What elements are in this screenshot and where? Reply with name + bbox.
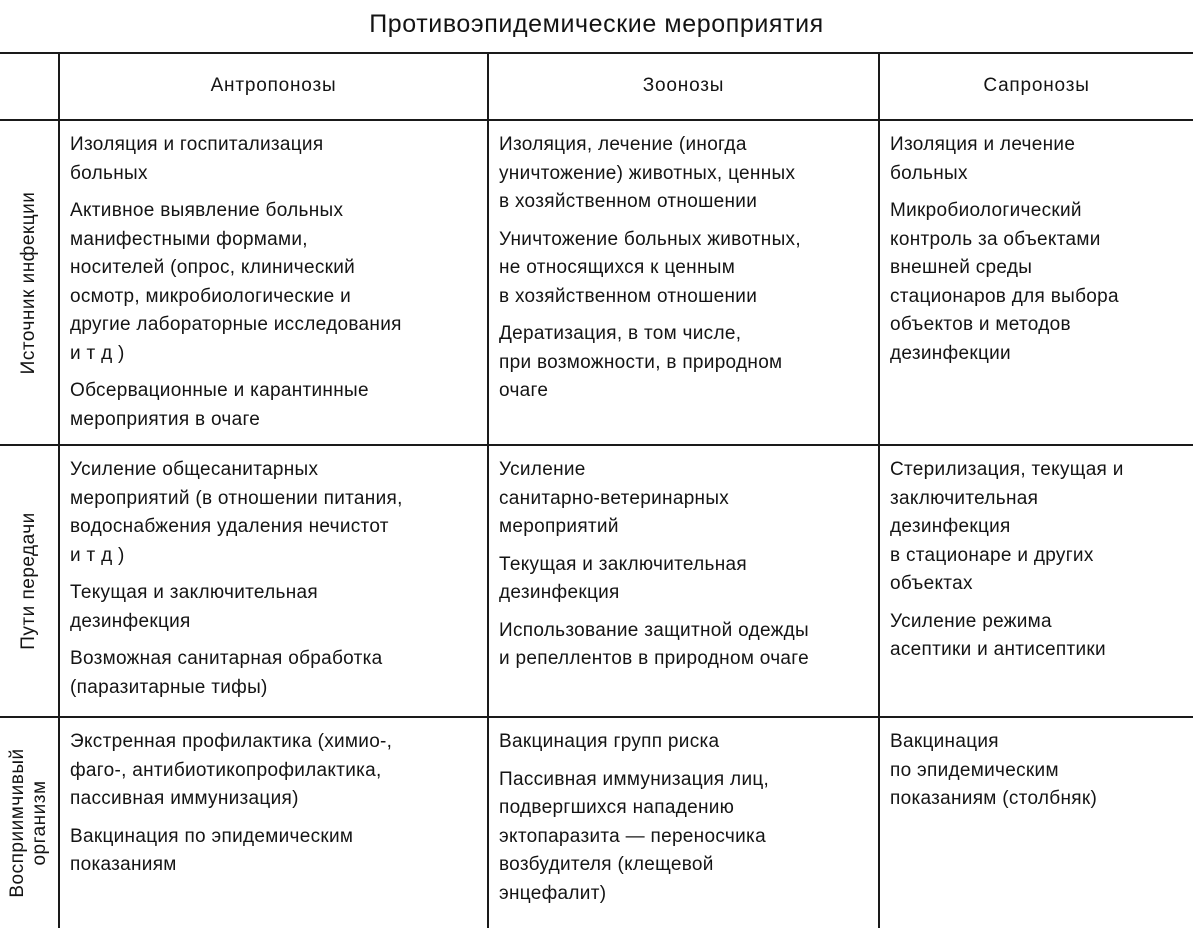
cell-item: Пассивная иммунизация лиц, подвергшихся нападению эктопаразита — переносчика возбудителя (клещевой энцефалит) [499, 768, 770, 904]
cell-transmission-sapronoses [880, 446, 1193, 716]
cell-transmission-zoonoses [489, 446, 878, 716]
cell-item: Стерилизация, текущая и заключительная дезинфекция в стационаре и других объектах [890, 459, 1124, 594]
cell-susceptible-anthroponoses [60, 718, 487, 928]
column-header-sapronoses: Сапронозы [983, 75, 1090, 96]
cell-item: Текущая и заключительная дезинфекция [70, 582, 318, 632]
cell-source-sapronoses [880, 121, 1193, 444]
cell-transmission-anthroponoses [60, 446, 487, 716]
cell-item: Экстренная профилактика (химио-, фаго-, антибиотикопрофилактика, пассивная иммунизация) [70, 731, 393, 809]
cell-item: Изоляция и лечение больных [890, 134, 1076, 184]
cell-item: Микробиологический контроль за объектами внешней среды стационаров для выбора объектов и методов дезинфекции [890, 200, 1119, 364]
cell-item: Вакцинация групп риска [499, 731, 720, 752]
cell-item: Усиление общесанитарных мероприятий (в отношении питания, водоснабжения удаления нечистот и т д ) [70, 459, 403, 566]
cell-susceptible-sapronoses [880, 718, 1193, 928]
row-label-susceptible-organism [0, 718, 58, 928]
cell-item: Усиление санитарно-ветеринарных мероприятий [499, 459, 730, 537]
cell-source-zoonoses [489, 121, 878, 444]
row-label-infection-source [0, 121, 58, 444]
row-label-text: Источник инфекции [18, 191, 39, 374]
cell-source-anthroponoses [60, 121, 487, 444]
measures-table [0, 52, 1193, 928]
cell-item: Активное выявление больных манифестными формами, носителей (опрос, клинический осмотр, микробиологические и другие лабораторные исследования и т д ) [70, 200, 402, 364]
cell-item: Усиление режима асептики и антисептики [890, 610, 1106, 660]
row-label-text: Восприимчивый организм [7, 748, 50, 898]
cell-item: Дератизация, в том числе, при возможности, в природном очаге [499, 323, 783, 401]
cell-item: Возможная санитарная обработка (паразитарные тифы) [70, 648, 383, 698]
cell-susceptible-zoonoses [489, 718, 878, 928]
cell-item: Изоляция и госпитализация больных [70, 134, 324, 184]
column-header-zoonoses: Зоонозы [642, 75, 725, 96]
page-title: Противоэпидемические мероприятия [369, 10, 824, 38]
cell-item: Текущая и заключительная дезинфекция [499, 553, 747, 603]
row-label-transmission [0, 446, 58, 716]
cell-item: Использование защитной одежды и репеллентов в природном очаге [499, 619, 809, 669]
column-header-anthroponoses: Антропонозы [210, 75, 337, 96]
cell-item: Вакцинация по эпидемическим показаниям [70, 825, 354, 875]
cell-item: Вакцинация по эпидемическим показаниям (столбняк) [890, 731, 1098, 809]
cell-item: Уничтожение больных животных, не относящихся к ценным в хозяйственном отношении [499, 228, 801, 307]
row-label-text: Пути передачи [18, 512, 39, 650]
cell-item: Изоляция, лечение (иногда уничтожение) животных, ценных в хозяйственном отношении [499, 134, 796, 212]
cell-item: Обсервационные и карантинные мероприятия в очаге [70, 380, 369, 430]
